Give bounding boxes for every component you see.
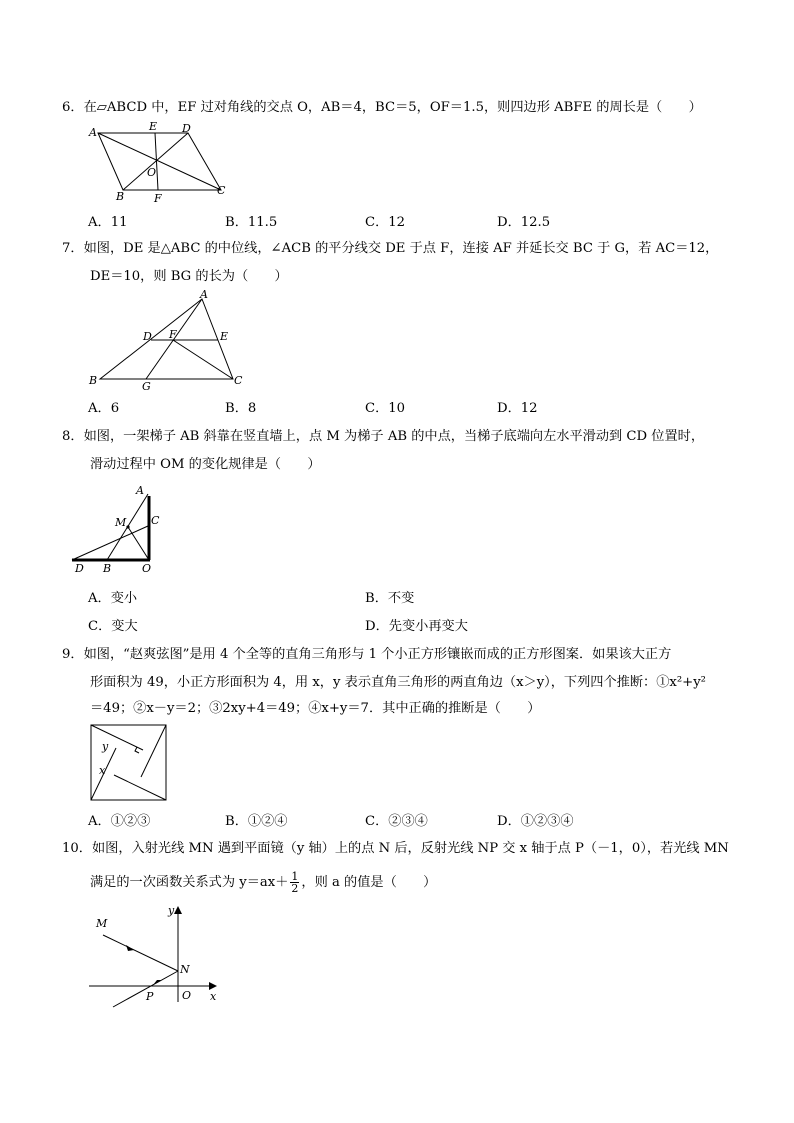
q6-option-b[interactable]: B．11.5: [225, 215, 278, 230]
q8-option-a[interactable]: A．变小: [88, 591, 138, 606]
q7-option-d[interactable]: D．12: [497, 401, 538, 416]
q7-triangle-figure: [88, 290, 253, 395]
q10-reflection-figure: [88, 905, 228, 1005]
q9-label-x: x: [99, 764, 106, 777]
q8-option-b[interactable]: B．不变: [365, 591, 415, 606]
q8-label-B: B: [103, 562, 112, 575]
q10-fraction: [290, 871, 299, 894]
q9-option-a[interactable]: A．①②③: [88, 814, 151, 829]
q6-label-A: A: [89, 126, 97, 139]
q10-stem-line2-post: ，则 a 的值是（ ）: [301, 875, 437, 890]
q9-option-d[interactable]: D．①②③④: [497, 814, 574, 829]
q7-label-B: B: [89, 374, 98, 387]
q8-stem-line1: 8．如图，一架梯子 AB 斜靠在竖直墙上，点 M 为梯子 AB 的中点，当梯子底端向左水平滑动到 CD 位置时，: [62, 429, 705, 444]
q6-option-d[interactable]: D．12.5: [497, 215, 551, 230]
q8-ladder-figure: [70, 484, 170, 579]
q6-label-E: E: [149, 120, 158, 133]
q7-label-G: G: [142, 380, 151, 393]
q9-option-b[interactable]: B．①②④: [225, 814, 288, 829]
q9-zhaoshuang-figure: [90, 724, 170, 804]
q8-label-D: D: [75, 562, 84, 575]
q8-label-C: C: [151, 514, 160, 527]
q7-label-E: E: [220, 330, 229, 343]
q6-stem: 6．在▱ABCD 中，EF 过对角线的交点 O，AB＝4，BC＝5，OF＝1.5，则四边形 ABFE 的周长是（ ）: [62, 100, 702, 115]
q10-stem-line2: [90, 870, 436, 896]
q10-stem-line2-pre: 满足的一次函数关系式为 y＝ax＋: [90, 875, 289, 890]
q6-label-F: F: [154, 192, 162, 205]
q6-label-O: O: [147, 166, 157, 179]
q6-parallelogram-figure: [88, 120, 238, 205]
q7-stem-line1: 7．如图，DE 是△ABC 的中位线，∠ACB 的平分线交 DE 于点 F，连接 AF 并延长交 BC 于 G，若 AC＝12，: [62, 241, 719, 256]
q8-label-M: M: [115, 516, 127, 529]
q7-label-F: F: [169, 328, 177, 341]
q7-option-c[interactable]: C．10: [365, 401, 406, 416]
q10-fraction-num: 1: [291, 870, 299, 883]
q10-label-x: x: [210, 990, 217, 1003]
q7-option-a[interactable]: A．6: [88, 401, 120, 416]
q7-stem-line2: DE＝10，则 BG 的长为（ ）: [90, 269, 288, 284]
q10-label-M: M: [96, 917, 108, 930]
q7-option-b[interactable]: B．8: [225, 401, 257, 416]
q6-option-a[interactable]: A．11: [88, 215, 128, 230]
q8-label-O: O: [142, 562, 152, 575]
q9-stem-line3: ＝49；②x－y＝2；③2xy+4＝49；④x+y＝7．其中正确的推断是（ ）: [90, 701, 541, 716]
q8-stem-line2: 滑动过程中 OM 的变化规律是（ ）: [90, 457, 321, 472]
q10-fraction-den: 2: [291, 882, 299, 895]
q7-label-A: A: [200, 288, 208, 301]
q8-label-A: A: [136, 484, 144, 497]
q9-option-c[interactable]: C．②③④: [365, 814, 428, 829]
q9-stem-line1: 9．如图，“赵爽弦图”是用 4 个全等的直角三角形与 1 个小正方形镶嵌而成的正方形图案．如果该大正方: [62, 647, 672, 662]
q7-label-C: C: [234, 374, 243, 387]
q7-label-D: D: [143, 330, 152, 343]
q6-option-c[interactable]: C．12: [365, 215, 406, 230]
q9-label-y: y: [102, 740, 109, 753]
q8-option-c[interactable]: C．变大: [88, 619, 138, 634]
q6-label-C: C: [217, 184, 226, 197]
q10-label-y: y: [168, 904, 175, 917]
q6-label-D: D: [182, 122, 191, 135]
q10-label-P: P: [146, 990, 154, 1003]
q6-label-B: B: [116, 190, 125, 203]
q9-stem-line2: 形面积为 49，小正方形面积为 4，用 x，y 表示直角三角形的两直角边（x＞y），下列四个推断：①x²+y²: [90, 675, 706, 690]
q8-option-d[interactable]: D．先变小再变大: [365, 619, 468, 634]
q10-label-N: N: [180, 963, 190, 976]
q10-stem-line1: 10．如图，入射光线 MN 遇到平面镜（y 轴）上的点 N 后，反射光线 NP 交 x 轴于点 P（－1，0），若光线 MN: [62, 841, 729, 856]
q10-label-O: O: [182, 989, 192, 1002]
